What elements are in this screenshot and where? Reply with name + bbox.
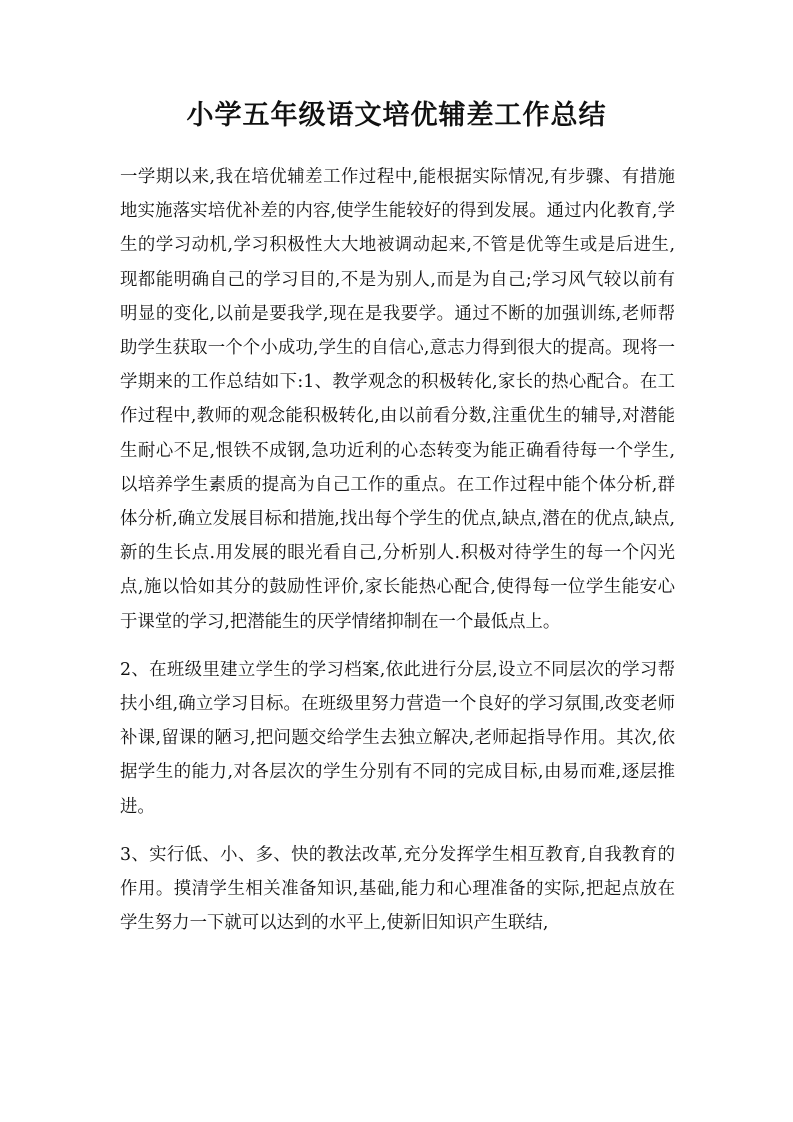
paragraph-2: 2、在班级里建立学生的学习档案,依此进行分层,设立不同层次的学习帮扶小组,确立学习目标。在班级里努力营造一个良好的学习氛围,改变老师补课,留课的陋习,把问题交给学生去独立解决,老师起指导作用。其次,依据学生的能力,对各层次的学生分别有不同的完成目标,由易而难,逐层推进。 — [120, 659, 675, 817]
paragraph-3: 3、实行低、小、多、快的教法改革,充分发挥学生相互教育,自我教育的作用。摸清学生相关准备知识,基础,能力和心理准备的实际,把起点放在学生努力一下就可以达到的水平上,使新旧知识产生联结, — [120, 844, 675, 934]
paragraph-1: 一学期以来,我在培优辅差工作过程中,能根据实际情况,有步骤、有措施地实施落实培优补差的内容,使学生能较好的得到发展。通过内化教育,学生的学习动机,学习积极性大大地被调动起来,不管是优等生或是后进生,现都能明确自己的学习目的,不是为别人,而是为自己;学习风气较以前有明显的变化,以前是要我学,现在是我要学。通过不断的加强训练,老师帮助学生获取一个个小成功,学生的自信心,意志力得到很大的提高。现将一学期来的工作总结如下:1、教学观念的积极转化,家长的热心配合。在工作过程中,教师的观念能积极转化,由以前看分数,注重优生的辅导,对潜能生耐心不足,恨铁不成钢,急功近利的心态转变为能正确看待每一个学生,以培养学生素质的提高为自己工作的重点。在工作过程中能个体分析,群体分析,确立发展目标和措施,找出每个学生的优点,缺点,潜在的优点,缺点,新的生长点.用发展的眼光看自己,分析别人.积极对待学生的每一个闪光点,施以恰如其分的鼓励性评价,家长能热心配合,使得每一位学生能安心于课堂的学习,把潜能生的厌学情绪抑制在一个最低点上。 — [120, 167, 675, 632]
document-body — [120, 160, 675, 954]
document-title: 小学五年级语文培优辅差工作总结 — [186, 100, 607, 131]
